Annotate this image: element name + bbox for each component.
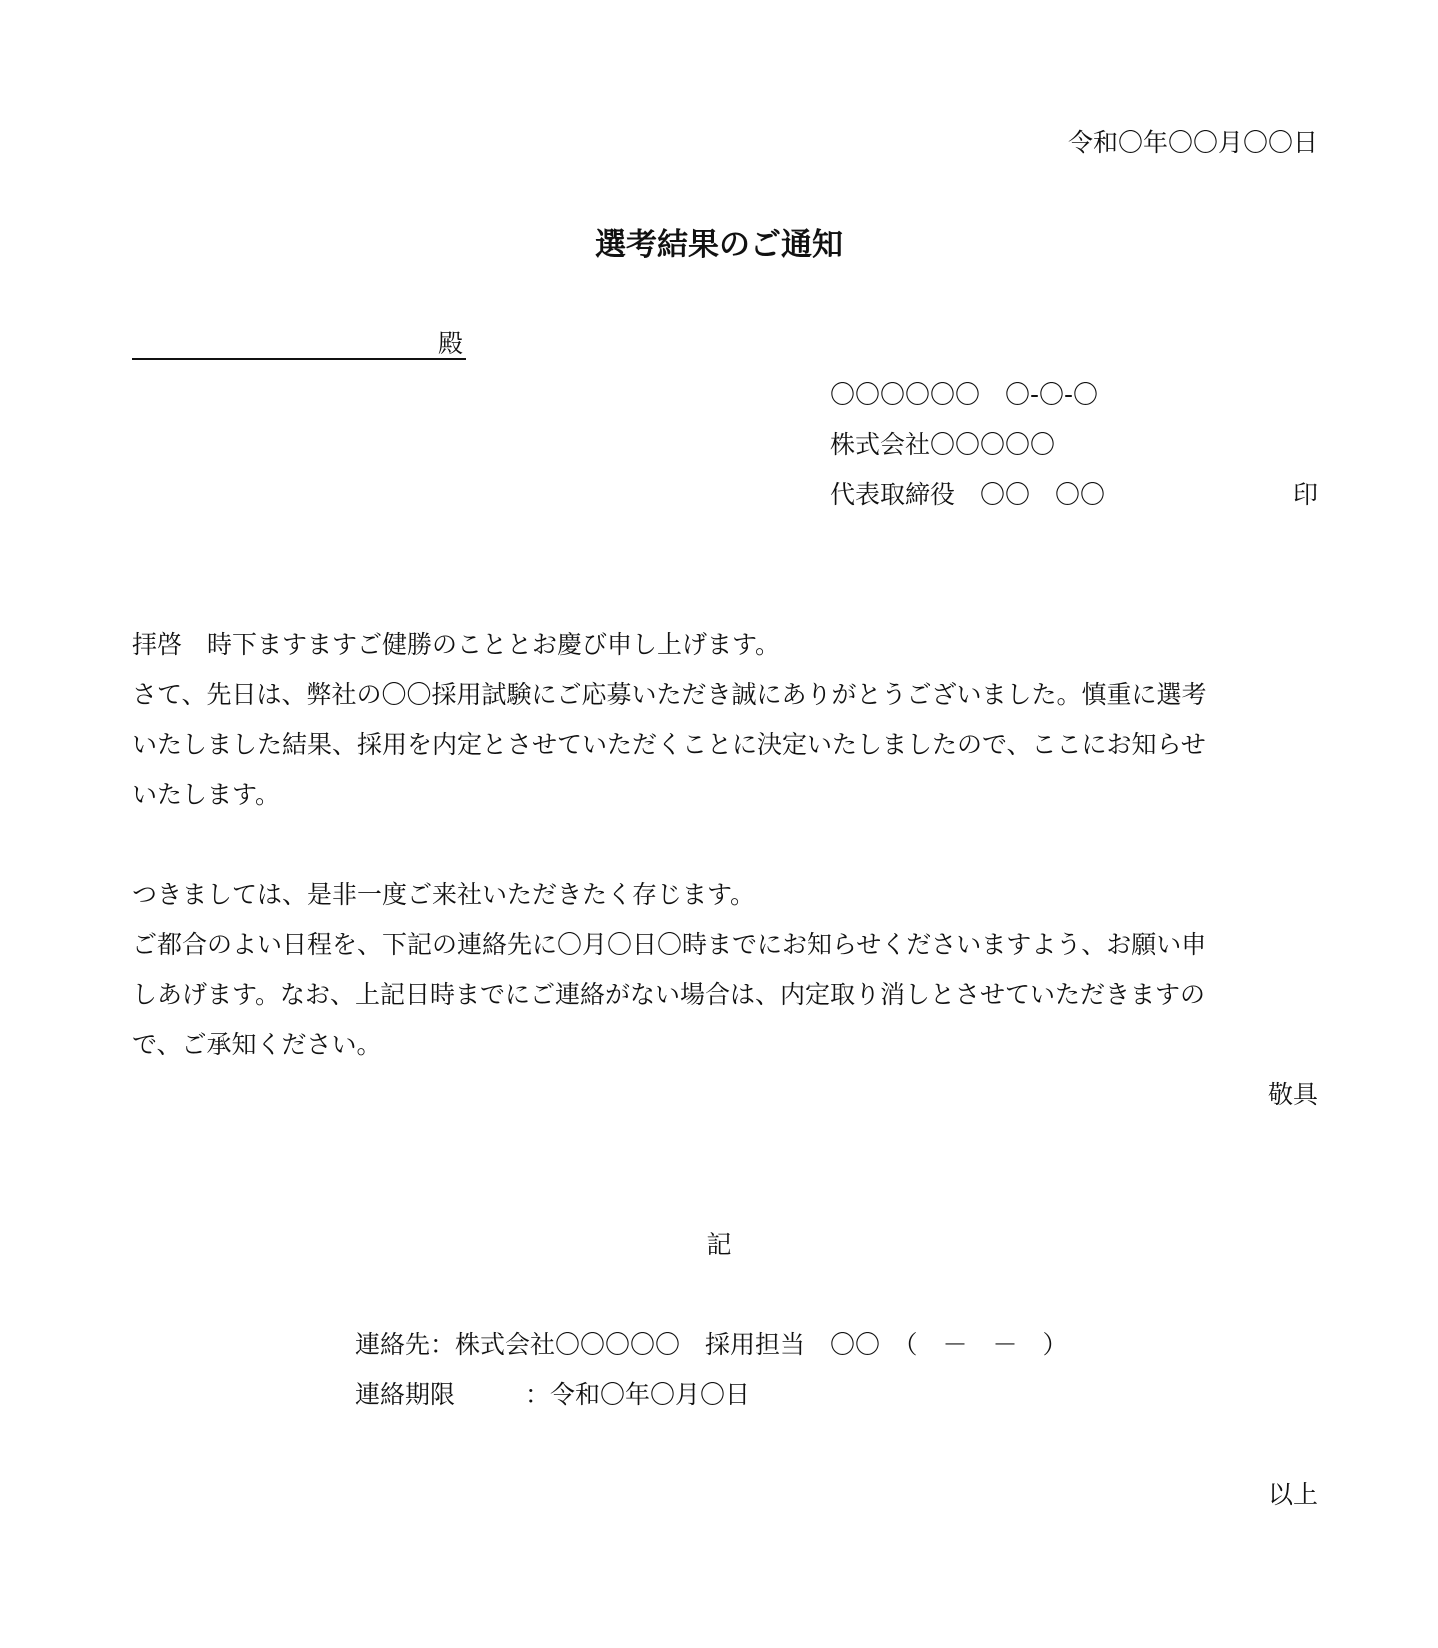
paragraph-line: しあげます。なお、上記日時までにご連絡がない場合は、内定取り消しとさせていただきますの xyxy=(132,980,1206,1009)
issue-date: 令和〇年〇〇月〇〇日 xyxy=(1067,128,1318,157)
body-paragraph-1 xyxy=(132,670,1318,820)
addressee-underline xyxy=(132,358,466,360)
paragraph-line: いたします。 xyxy=(132,780,281,809)
contact-line: 連絡先：株式会社〇〇〇〇〇 採用担当 〇〇 （ － － ） xyxy=(355,1330,1068,1359)
addressee-suffix: 殿 xyxy=(438,329,464,358)
document-title: 選考結果のご通知 xyxy=(595,227,843,263)
body-paragraph-2 xyxy=(132,870,1318,1070)
seal-mark: 印 xyxy=(1292,480,1318,509)
paragraph-line: いたしました結果、採用を内定とさせていただくことに決定いたしましたので、ここにお知らせ xyxy=(132,730,1206,759)
greeting-line: 拝啓 時下ますますご健勝のこととお慶び申し上げます。 xyxy=(132,630,781,659)
sender-representative: 代表取締役 〇〇 〇〇 xyxy=(830,480,1106,509)
sender-company: 株式会社〇〇〇〇〇 xyxy=(830,430,1056,459)
paragraph-line: で、ご承知ください。 xyxy=(132,1030,382,1059)
record-heading: 記 xyxy=(706,1230,732,1259)
deadline-label: 連絡期限 xyxy=(355,1380,456,1409)
deadline-value: ：令和〇年〇月〇日 xyxy=(525,1380,751,1409)
closing-word: 敬具 xyxy=(1267,1080,1318,1109)
paragraph-line: ご都合のよい日程を、下記の連絡先に〇月〇日〇時までにお知らせくださいますよう、お願い申 xyxy=(132,930,1207,959)
paragraph-line: つきましては、是非一度ご来社いただきたく存じます。 xyxy=(132,880,756,909)
paragraph-line: さて、先日は、弊社の〇〇採用試験にご応募いただき誠にありがとうございました。慎重に選考 xyxy=(132,680,1207,709)
sender-address: 〇〇〇〇〇〇 〇-〇-〇 xyxy=(830,380,1099,409)
end-mark: 以上 xyxy=(1267,1480,1318,1509)
